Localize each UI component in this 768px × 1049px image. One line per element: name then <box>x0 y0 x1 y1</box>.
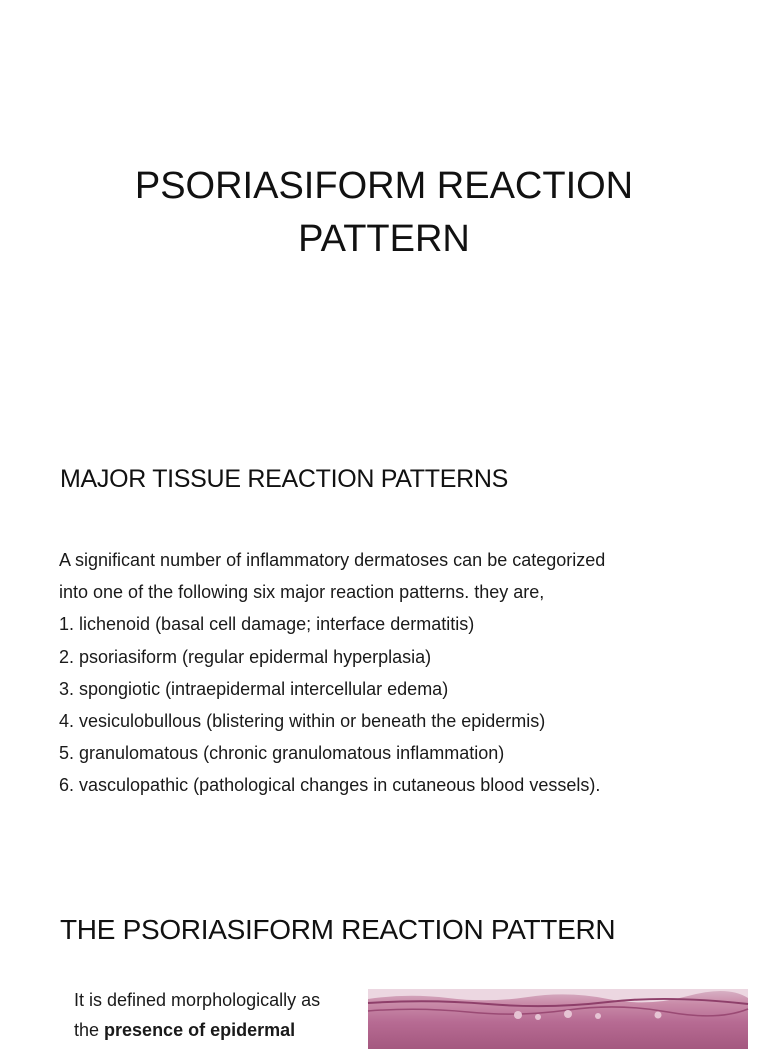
body-line: into one of the following six major reaction patterns. they are, <box>59 582 545 603</box>
list-item: 5. granulomatous (chronic granulomatous inflammation) <box>59 743 505 764</box>
slide-title <box>0 160 768 266</box>
list-item: 1. lichenoid (basal cell damage; interface dermatitis) <box>59 614 475 635</box>
list-item: 2. psoriasiform (regular epidermal hyperplasia) <box>59 646 432 667</box>
title-line-2: PATTERN <box>298 218 470 260</box>
body-line: It is defined morphologically as <box>74 990 321 1010</box>
psoriasiform-slide <box>0 895 768 1040</box>
title-line-1: PSORIASIFORM REACTION <box>134 165 634 207</box>
slide-body <box>59 544 739 802</box>
title-slide <box>0 0 768 400</box>
list-item: 3. spongiotic (intraepidermal intercellular edema) <box>59 678 449 699</box>
list-item: 4. vesiculobullous (blistering within or beneath the epidermis) <box>59 711 546 732</box>
slide-heading: MAJOR TISSUE REACTION PATTERNS <box>60 465 508 493</box>
histology-image <box>368 989 748 1049</box>
list-item: 6. vasculopathic (pathological changes in cutaneous blood vessels). <box>59 775 601 796</box>
body-line <box>74 1015 364 1045</box>
bold-text: presence of epidermal <box>104 1020 296 1040</box>
body-text: the <box>74 1020 105 1040</box>
patterns-slide <box>0 440 768 840</box>
histology-texture <box>368 989 748 1049</box>
slide-heading: THE PSORIASIFORM REACTION PATTERN <box>60 914 616 945</box>
body-line: A significant number of inflammatory dermatoses can be categorized <box>59 550 606 570</box>
slide-body <box>74 985 364 1045</box>
